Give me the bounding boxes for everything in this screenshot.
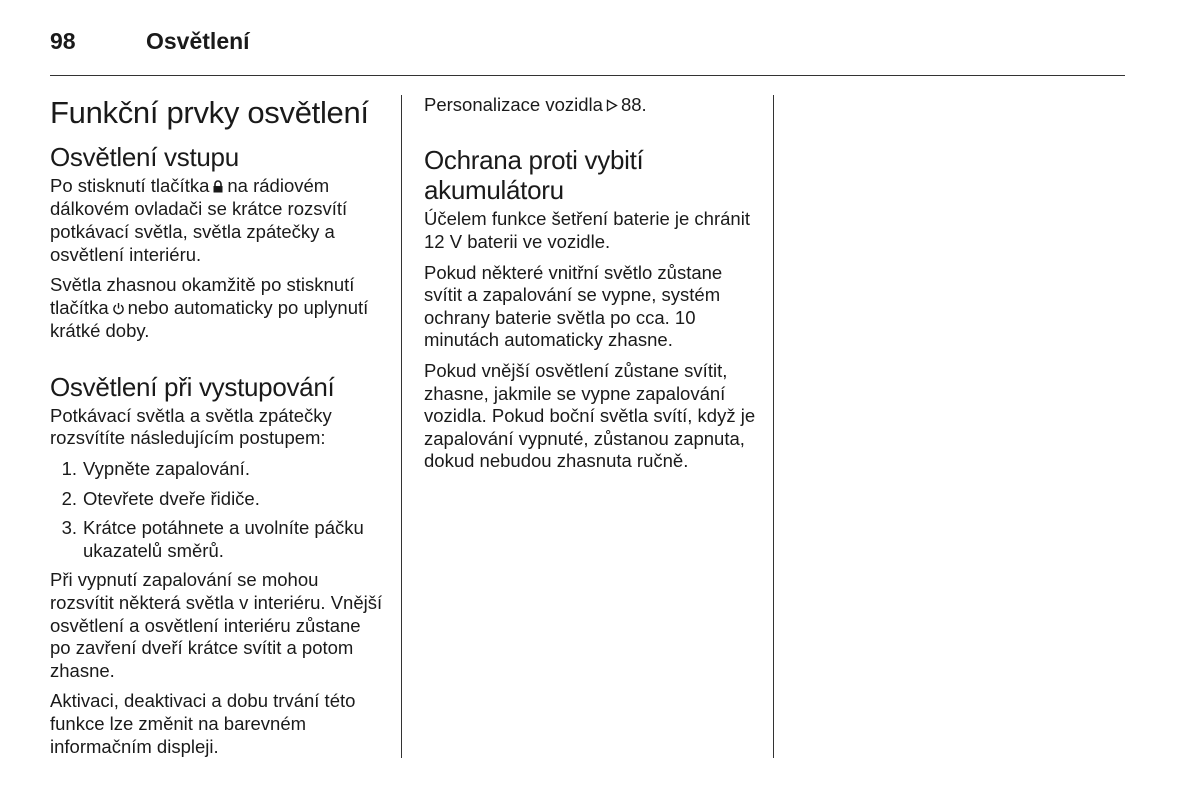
step-number: 2.	[61, 487, 77, 509]
column-divider-2	[773, 95, 774, 758]
column-2	[424, 94, 759, 481]
step-text: Vypněte zapalování.	[83, 457, 250, 479]
paragraph	[50, 175, 385, 266]
step-number: 1.	[61, 457, 77, 479]
paragraph: Při vypnutí zapalování se mohou rozsvítit některá světla v interiéru. Vnější osvětlení a osvětlení interiéru zůstane po zavření dveří krátce svítit a potom zhasne.	[50, 569, 383, 681]
text-fragment: Světla zhasnou okamžitě po stisknutí tlačítka	[50, 274, 355, 318]
reference-page: 88.	[620, 94, 647, 115]
page-reference-arrow-icon	[606, 95, 618, 118]
step-text: Otevřete dveře řidiče.	[83, 487, 260, 509]
step-text: Krátce potáhnete a uvolníte páčku ukazatelů směrů.	[83, 517, 364, 561]
header-section-title: Osvětlení	[146, 27, 250, 54]
paragraph: Potkávací světla a světla zpátečky rozsvítíte následujícím postupem:	[50, 404, 332, 449]
cross-reference	[424, 94, 759, 117]
list-item	[50, 488, 385, 511]
paragraph: Účelem funkce šetření baterie je chránit 12 V baterii ve vozidle.	[424, 208, 750, 252]
text-fragment: Po stisknutí tlačítka	[50, 175, 210, 196]
step-number: 3.	[61, 517, 77, 539]
steps-list	[50, 458, 385, 562]
page-header	[50, 24, 250, 58]
list-item	[50, 458, 385, 481]
section-heading-exit-lighting: Osvětlení při vystupování	[50, 371, 335, 402]
text-fragment: nebo automaticky po uplynutí krátké doby.	[50, 296, 369, 342]
section-heading-battery-protection: Ochrana proti vybití akumulátoru	[424, 145, 644, 206]
text-fragment: na rádiovém dálkovém ovladači se krátce rozsvítí potkávací světla, světla zpátečky a osvětlení interiéru.	[50, 175, 348, 265]
lock-icon	[212, 176, 224, 199]
header-rule	[50, 75, 1125, 76]
column-divider-1	[401, 95, 402, 758]
chapter-title: Funkční prvky osvětlení	[50, 95, 369, 130]
paragraph: Aktivaci, deaktivaci a dobu trvání této funkce lze změnit na barevném informačním displeji.	[50, 690, 356, 757]
paragraph: Pokud některé vnitřní světlo zůstane svítit a zapalování se vypne, systém ochrany baterie světla po cca. 10 minutách automaticky zhasne.	[424, 261, 723, 351]
reference-text: Personalizace vozidla	[424, 94, 603, 115]
paragraph	[50, 274, 385, 343]
section-heading-entry-lighting: Osvětlení vstupu	[50, 142, 239, 172]
column-1	[50, 94, 385, 766]
page-number: 98	[50, 27, 76, 54]
paragraph: Pokud vnější osvětlení zůstane svítit, zhasne, jakmile se vypne zapalování vozidla. Pokud boční světla svítí, když je zapalování vypnuté, zůstanou zapnuta, dokud nebudou zhasnuta ručně.	[424, 359, 756, 472]
list-item	[50, 517, 385, 562]
power-icon	[112, 298, 125, 321]
